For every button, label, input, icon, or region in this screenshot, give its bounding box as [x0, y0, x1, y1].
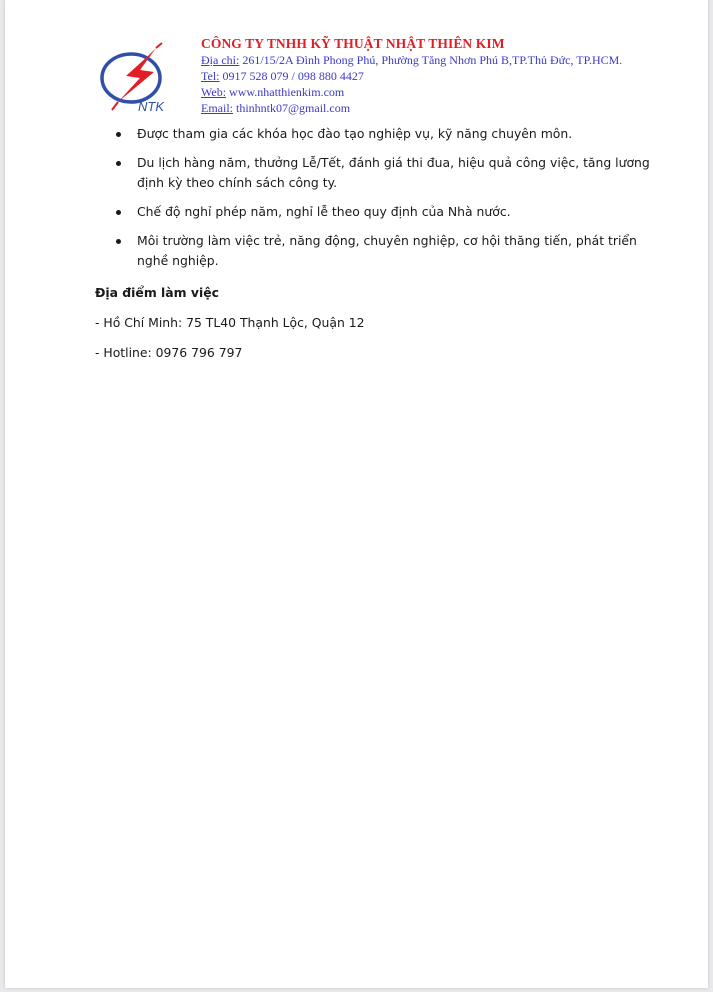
workplace-location: - Hồ Chí Minh: 75 TL40 Thạnh Lộc, Quận 12	[95, 315, 365, 330]
web-value: www.nhatthienkim.com	[226, 85, 345, 99]
phone-label: Tel:	[201, 69, 220, 83]
benefits-list	[95, 124, 655, 271]
document-body	[95, 124, 655, 373]
bolt-spark-bottom	[112, 102, 118, 110]
company-header	[201, 36, 622, 116]
phone-value: 0917 528 079 / 098 880 4427	[219, 69, 364, 83]
benefit-text: Được tham gia các khóa học đào tạo nghiệp vụ, kỹ năng chuyên môn.	[137, 126, 573, 141]
bullet-icon	[116, 132, 121, 137]
list-item	[95, 153, 655, 193]
document-page	[5, 0, 708, 988]
address-label: Địa chỉ:	[201, 53, 240, 67]
web-label: Web:	[201, 85, 227, 99]
list-item	[95, 202, 655, 222]
logo-ring	[102, 54, 160, 102]
benefit-text: Chế độ nghỉ phép năm, nghỉ lễ theo quy định của Nhà nước.	[137, 204, 511, 219]
workplace-heading: Địa điểm làm việc	[95, 285, 219, 300]
company-name: CÔNG TY TNHH KỸ THUẬT NHẬT THIÊN KIM	[201, 36, 505, 51]
logo-text: NTK	[138, 99, 164, 114]
company-logo	[98, 42, 188, 114]
list-item	[95, 124, 655, 144]
bullet-icon	[116, 210, 121, 215]
benefit-text: Du lịch hàng năm, thưởng Lễ/Tết, đánh giá thi đua, hiệu quả công việc, tăng lương định kỳ theo chính sách công ty.	[137, 155, 650, 190]
phone-line	[201, 68, 622, 84]
address-line	[201, 52, 622, 68]
bullet-icon	[116, 161, 121, 166]
bullet-icon	[116, 239, 121, 244]
email-line	[201, 100, 622, 116]
email-value: thinhntk07@gmail.com	[233, 101, 351, 115]
web-line	[201, 84, 622, 100]
address-value: 261/15/2A Đình Phong Phú, Phường Tăng Nhơn Phú B,TP.Thủ Đức, TP.HCM.	[239, 53, 623, 67]
email-label: Email:	[201, 101, 233, 115]
bolt-spark	[156, 43, 162, 48]
list-item	[95, 231, 655, 271]
workplace-hotline: - Hotline: 0976 796 797	[95, 345, 243, 360]
benefit-text: Môi trường làm việc trẻ, năng động, chuyên nghiệp, cơ hội thăng tiến, phát triển nghề nghiệp.	[137, 233, 637, 268]
